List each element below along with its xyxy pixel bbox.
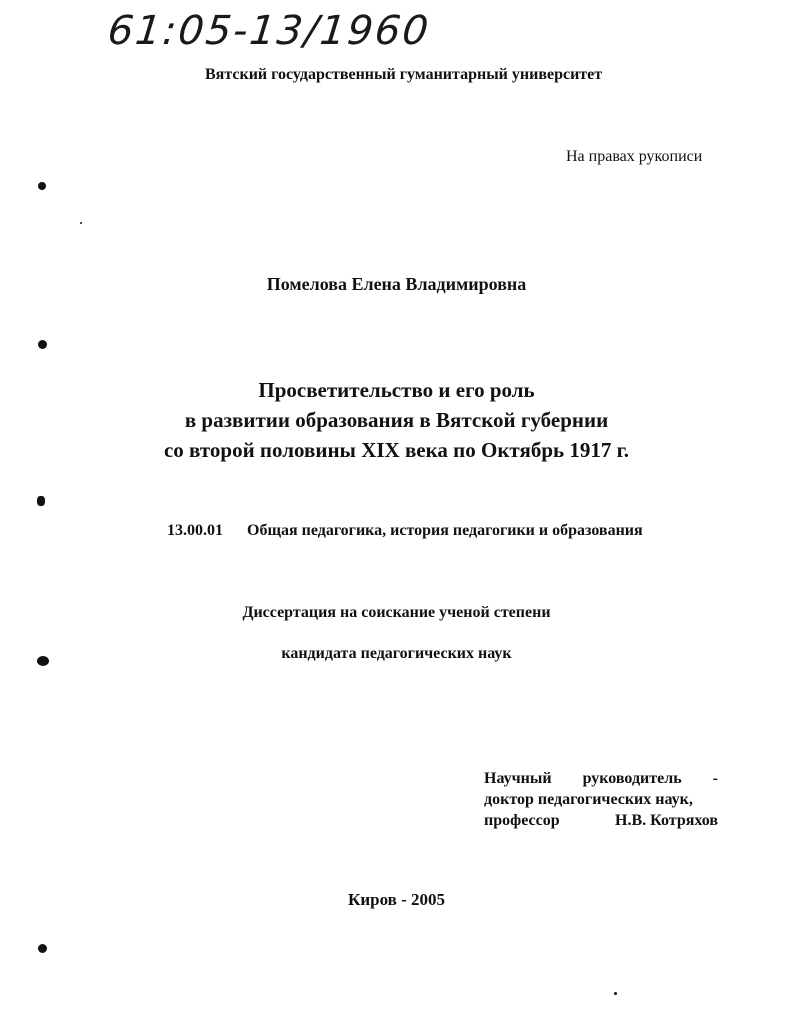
advisor-label-word: руководитель [582, 770, 682, 787]
city-year: Киров - 2005 [348, 890, 445, 909]
advisor-title: профессор [484, 812, 560, 829]
advisor-dash: - [712, 770, 718, 787]
archive-handwritten-code: 61:05-13/1960 [105, 8, 433, 54]
dissertation-title-line: Просветительство и его роль [258, 378, 535, 402]
scan-blot [38, 182, 46, 190]
advisor-degree: доктор педагогических наук, [484, 791, 693, 808]
specialty-code: 13.00.01 [167, 522, 223, 539]
university-name: Вятский государственный гуманитарный университет [205, 66, 603, 83]
scan-blot [38, 944, 47, 953]
scan-blot [38, 340, 47, 349]
scan-speck [614, 992, 617, 995]
degree-line: кандидата педагогических наук [281, 645, 512, 662]
specialty-name: Общая педагогика, история педагогики и образования [247, 522, 643, 539]
scan-blot [37, 496, 45, 506]
advisor-block [484, 768, 718, 831]
advisor-label-word: Научный [484, 770, 552, 787]
dissertation-title-line: в развитии образования в Вятской губернии [184, 408, 609, 432]
advisor-label [484, 768, 718, 789]
author-name: Помелова Елена Владимировна [266, 274, 527, 294]
advisor-name-line [484, 810, 718, 831]
dissertation-title-line: со второй половины XIX века по Октябрь 1917 г. [163, 438, 630, 462]
scan-blot [37, 656, 49, 666]
degree-line: Диссертация на соискание ученой степени [242, 604, 551, 621]
advisor-name: Н.В. Котряхов [615, 812, 718, 829]
manuscript-rights-note: На правах рукописи [566, 148, 703, 165]
scan-speck [80, 222, 82, 224]
